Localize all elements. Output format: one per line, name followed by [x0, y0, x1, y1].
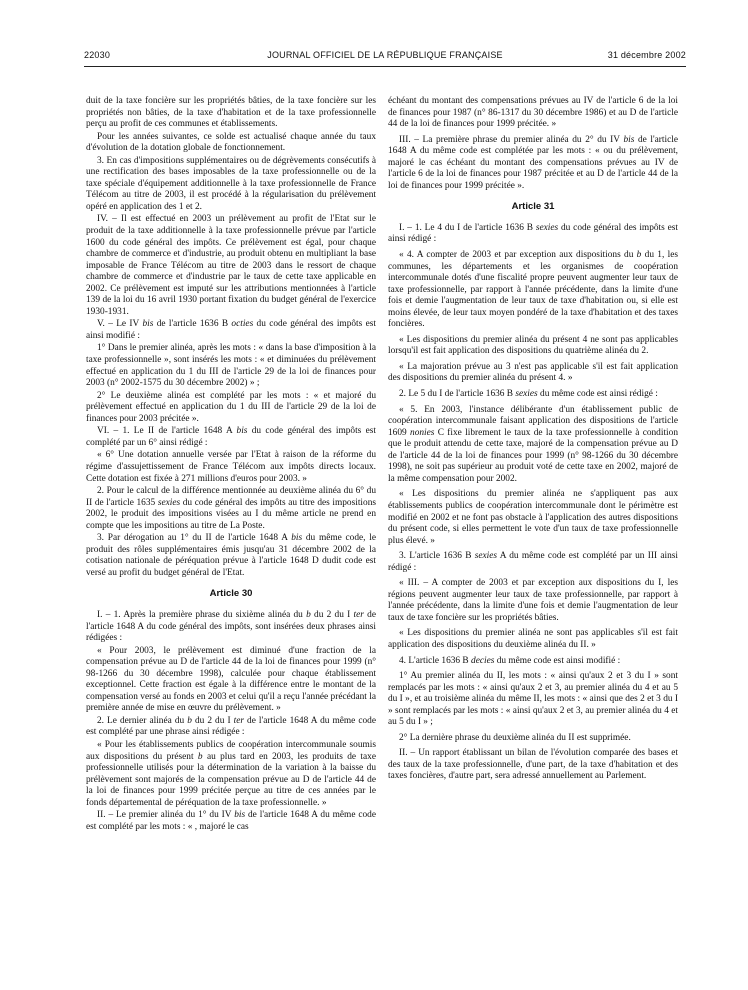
- italic-run: sexies: [515, 389, 538, 400]
- paragraph: 3. En cas d'impositions supplémentaires ou de dégrèvements consécutifs à une rectification des bases imposables de la taxe professionnelle ou de la taxe spéciale d'équipement additionnelle à la taxe professionnelle de France Télécom au titre de 2003, il est procédé à la régularisation du prélèvement opéré en application des 1 et 2.: [86, 155, 376, 212]
- text-run: du 2 du I: [310, 609, 354, 620]
- text-run: 2. Le 5 du I de l'article 1636 B: [399, 389, 516, 400]
- text-run: « 5. En 2003, l'instance délibérante d'un établissement public de coopération intercommunale faisant application des dispositions de l'article 1609: [388, 404, 678, 438]
- page-header: [84, 50, 686, 64]
- paragraph: 1° Dans le premier alinéa, après les mots : « dans la base d'imposition à la taxe professionnelle », sont insérés les mots : « et diminuées du prélèvement effectué en application du 1 du III de l'article 29 de la loi de finances pour 2003 (n° 2002-1575 du 30 décembre 2002) » ;: [86, 343, 376, 389]
- paragraph: [388, 551, 678, 574]
- paragraph: [388, 135, 678, 193]
- italic-run: b: [306, 609, 311, 620]
- right-column: [388, 96, 678, 787]
- text-run: de l'article 1648 A du même code est complétée par les mots : « ou du prélèvement, majoré le cas échéant du montant des compensations prévues au IV de l'article 6 de la loi de finances pour 1987 précitée et au D de l'article 44 de la loi de finances pour 1999 précitée ».: [388, 134, 678, 191]
- paragraph: IV. – Il est effectué en 2003 un prélèvement au profit de l'Etat sur le produit de la taxe additionnelle à la taxe professionnelle prévue par l'article 1600 du code général des impôts. Ce prélèvement est égal, pour chaque chambre de commerce et d'industrie, au produit obtenu en multipliant la base imposable de France Télécom au titre de 2003 dans le ressort de chaque chambre de commerce et d'industrie par le taux de cette taxe applicable en 2002. Ce prélèvement est imputé sur les attributions mentionnées à l'article 139 de la loi du 16 avril 1930 portant fixation du budget général de l'exercice 1930-1931.: [86, 214, 376, 317]
- text-run: du code général des impôts au titre des impositions 2002, le produit des impositions visées au I du même article ne prend en compte que les impositions au titre de La Poste.: [86, 497, 376, 531]
- text-run: II. – Le premier alinéa du 1° du IV: [97, 810, 235, 821]
- paragraph: [86, 486, 376, 532]
- text-run: VI. – 1. Le II de l'article 1648 A: [97, 426, 237, 437]
- text-run: I. – 1. Après la première phrase du sixième alinéa du: [97, 609, 307, 620]
- paragraph: « Les dispositions du premier alinéa du présent 4 ne sont pas applicables lorsqu'il est fait application des dispositions du quatrième alinéa du 2.: [388, 334, 678, 357]
- paragraph: [86, 810, 376, 833]
- text-run: 3. Par dérogation au 1° du II de l'article 1648 A: [97, 533, 292, 544]
- text-run: 2. Pour le calcul de la différence mentionnée au deuxième alinéa du 6° du II de l'article 1635: [86, 486, 376, 508]
- paragraph: « Les dispositions du premier alinéa ne sont pas applicables s'il est fait application des dispositions du deuxième alinéa du II. »: [388, 628, 678, 650]
- paragraph: [86, 319, 376, 342]
- text-run: « Pour les établissements publics de coopération intercommunale soumis aux dispositions du présent: [86, 739, 376, 762]
- italic-run: bis: [142, 319, 154, 330]
- text-run: 3. L'article 1636 B: [399, 551, 475, 562]
- text-run: du 2 du I: [191, 715, 234, 726]
- paragraph: « Pour 2003, le prélèvement est diminué d'une fraction de la compensation prévue au D de l'article 44 de la loi de finances pour 1999 (n° 98-1266 du 30 décembre 1998), calculée pour chaque établissement exceptionnel. Cette fraction est égale à la différence entre le montant de la compensation versé au fonds en 2003 et celui qu'il a reçu l'année précédant la première année de mise en œuvre du prélèvement. »: [86, 645, 376, 714]
- paragraph: [86, 716, 376, 739]
- article-heading: Article 30: [209, 588, 253, 600]
- paragraph: « La majoration prévue au 3 n'est pas applicable s'il est fait application des dispositions du premier alinéa du présent 4. »: [388, 361, 678, 384]
- paragraph: II. – Un rapport établissant un bilan de l'évolution comparée des bases et des taux de la taxe professionnelle, d'une part, de la taxe d'habitation et des taxes foncières, d'autre part, sera adressé annuellement au Parlement.: [388, 748, 678, 782]
- journal-title: JOURNAL OFFICIEL DE LA RÉPUBLIQUE FRANÇAISE: [267, 50, 503, 60]
- paragraph: [388, 389, 678, 401]
- text-run: V. – Le IV: [97, 319, 143, 330]
- italic-run: bis: [236, 426, 248, 437]
- issue-date: 31 décembre 2002: [607, 50, 686, 60]
- italic-run: bis: [291, 533, 303, 544]
- text-run: du code général des impôts est complété par un 6° ainsi rédigé :: [86, 426, 377, 448]
- text-run: C fixe librement le taux de la taxe professionnelle à condition que le produit attendu de cette taxe, majoré de la compensation prévue au D de l'article 44 de la loi de finances pour 1999 (n° 98-1266 du 30 décembre 1998), ne soit pas supérieur au produit voté de cette taxe en 2002, majoré de la même compensation pour 2002.: [388, 427, 678, 484]
- italic-run: sexies: [535, 222, 559, 233]
- paragraph: « Les dispositions du premier alinéa ne s'appliquent pas aux établissements publics de coopération intercommunale dont le périmètre est modifié en 2002 et ne font pas obstacle à l'application des autres dispositions du présent code, si elles permettent le vote d'un taux de taxe professionnelle plus élevé. »: [388, 489, 678, 546]
- text-run: « 4. A compter de 2003 et par exception aux dispositions du: [399, 250, 637, 261]
- text-run: du 1, les communes, les départements et les organismes de coopération intercommunale dotés d'une fiscalité propre peuvent augmenter leur taux de taxe professionnelle, par rapport à l'année précédente, dans la limite d'une fois et demie l'augmentation de leur taux de taxe d'habitation ou, si elle est moins élevée, de leur taux moyen pondéré de la taxe d'habitation et des taxes foncières.: [388, 250, 678, 330]
- italic-run: b: [636, 250, 642, 261]
- text-run: de l'article 1648 A du même code est complété par une phrase ainsi rédigée :: [86, 715, 376, 738]
- paragraph: « 6° Une dotation annuelle versée par l'Etat à raison de la réforme du régime d'assujettissement de France Télécom aux impôts directs locaux. Cette dotation est fixée à 271 millions d'euros pour 2003. »: [86, 450, 376, 484]
- page-number: 22030: [84, 50, 111, 60]
- italic-run: ter: [353, 609, 364, 620]
- text-run: de l'article 1636 B: [153, 319, 232, 330]
- text-run: du même code est ainsi modifié :: [494, 655, 621, 666]
- italic-run: sexies: [474, 551, 497, 562]
- paragraph: [388, 656, 678, 668]
- text-run: 2. Le dernier alinéa du: [97, 715, 188, 726]
- italic-run: bis: [623, 134, 635, 145]
- italic-run: b: [187, 715, 192, 726]
- text-run: de l'article 1648 A du même code est complété par les mots : « , majoré le cas: [86, 810, 376, 832]
- paragraph: « III. – A compter de 2003 et par exception aux dispositions du I, les régions peuvent augmenter leur taux de taxe professionnelle, par rapport à l'année précédente, dans la limite d'une fois et demie l'augmentation de leur taux de taxe foncière sur les propriétés bâties.: [388, 578, 678, 623]
- italic-run: bis: [234, 810, 246, 821]
- left-column: [86, 96, 376, 834]
- paragraph: [86, 740, 376, 809]
- text-run: du code général des impôts est ainsi rédigé :: [388, 222, 678, 245]
- text-run: A du même code est complété par un III ainsi rédigé :: [388, 551, 678, 573]
- paragraph: [86, 426, 376, 449]
- paragraph: 1° Au premier alinéa du II, les mots : « ainsi qu'aux 2 et 3 du I » sont remplacés par les mots : « ainsi qu'aux 2 et 3, au premier alinéa du 4 et au 5 du I », et au troisième alinéa du même II, les mots : « ainsi que des 2 et 3 du I » sont remplacés par les mots : « ainsi qu'aux 2 et 3, au premier alinéa du 4 et au 5 du I » ;: [388, 671, 678, 728]
- italic-run: b: [197, 751, 203, 762]
- text-run: de l'article 1648 A du code général des impôts, sont insérées deux phrases ainsi rédigées :: [86, 609, 376, 644]
- paragraph: échéant du montant des compensations prévues au IV de l'article 6 de la loi de finances pour 1987 (n° 86-1317 du 30 décembre 1986) et au D de l'article 44 de la loi de finances pour 1999 précitée. »: [388, 96, 678, 130]
- paragraph: duit de la taxe foncière sur les propriétés bâties, de la taxe foncière sur les propriétés non bâties, de la taxe d'habitation et de la taxe professionnelle perçu au profit de ces communes et établissements.: [86, 96, 376, 130]
- text-run: du code général des impôts est ainsi modifié :: [86, 319, 376, 341]
- paragraph: [388, 250, 678, 331]
- italic-run: nonies: [410, 427, 435, 438]
- text-run: III. – La première phrase du premier alinéa du 2° du IV: [399, 134, 624, 145]
- paragraph: 2° Le deuxième alinéa est complété par les mots : « et majoré du prélèvement effectué en application du 1 du III de l'article 29 de la loi de finances pour 2003 précitée ».: [86, 390, 376, 424]
- paragraph: [86, 533, 376, 579]
- italic-run: decies: [471, 655, 495, 666]
- paragraph: Pour les années suivantes, ce solde est actualisé chaque année du taux d'évolution de la dotation globale de fonctionnement.: [86, 131, 376, 154]
- paragraph: [388, 405, 678, 486]
- paragraph: [86, 610, 376, 645]
- paragraph: 2° La dernière phrase du deuxième alinéa du II est supprimée.: [399, 732, 631, 743]
- header-rule: [84, 66, 686, 67]
- text-run: au plus tard en 2003, les produits de taxe professionnelle utilisés pour la détermination de la variation à la baisse du prélèvement sont majorés de la compensation prévue au D de l'article 44 de la loi de finances pour 1999 précitée perçue au titre de ces années par le fonds départemental de péréquation de la taxe professionnelle. »: [86, 751, 376, 808]
- article-heading: Article 31: [511, 201, 555, 213]
- italic-run: octies: [231, 319, 254, 330]
- paragraph: [388, 223, 678, 246]
- text-run: du même code est ainsi rédigé :: [537, 389, 658, 400]
- italic-run: ter: [233, 715, 244, 726]
- italic-run: sexies: [157, 497, 181, 508]
- text-run: 4. L'article 1636 B: [399, 655, 472, 666]
- text-run: I. – 1. Le 4 du I de l'article 1636 B: [399, 222, 536, 233]
- text-run: du même code, le produit des rôles supplémentaires émis jusqu'au 31 décembre 2002 de la cotisation nationale de péréquation prévue à l'article 1648 D dudit code est versé au profit du budget général de l'Etat.: [86, 533, 376, 578]
